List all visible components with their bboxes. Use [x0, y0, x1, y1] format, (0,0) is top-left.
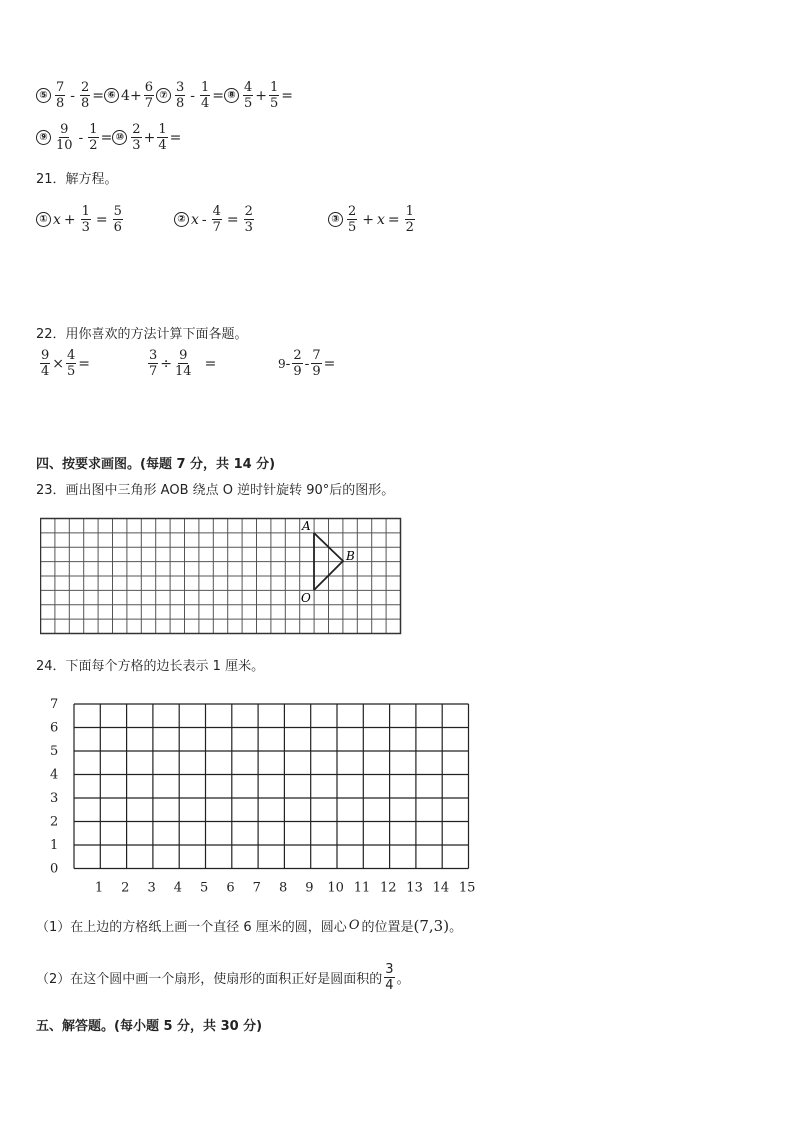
exercise-row-2: ⑨ $\frac{9}{10}$ - $\frac{1}{2}$ = ⑩ $\frac{2}{3}$ + $\frac{1}{4}$ =	[36, 122, 181, 153]
fraction: $\frac{1}{4}$	[158, 122, 167, 153]
fraction: $\frac{3}{4}$	[385, 962, 394, 993]
exercise-number: ⑤	[36, 88, 51, 103]
fraction: $\frac{6}{7}$	[144, 80, 153, 111]
y-tick-label: 3	[50, 791, 59, 806]
x-tick-label: 6	[226, 880, 235, 896]
y-tick-label: 7	[50, 697, 59, 712]
y-tick-label: 0	[50, 861, 59, 877]
x-tick-label: 9	[305, 880, 314, 896]
fraction: $\frac{9}{10}$	[56, 122, 73, 153]
fraction: $\frac{2}{8}$	[81, 80, 90, 111]
x-tick-label: 8	[278, 880, 288, 896]
fraction: $\frac{7}{8}$	[56, 80, 65, 111]
fraction: $\frac{2}{5}$	[348, 204, 357, 235]
x-tick-label: 7	[252, 880, 261, 896]
y-tick-label: 1	[50, 838, 59, 853]
question-24-part-1: （1）在上边的方格纸上画一个直径 6 厘米的圆，圆心 O 的位置是 (7,3) 。	[36, 916, 463, 935]
fraction: $\frac{9}{4}$	[41, 348, 50, 379]
exercise-number: ⑩	[112, 130, 127, 145]
section-4-title: 四、按要求画图。(每题 7 分，共 14 分)	[36, 457, 276, 472]
fraction: $\frac{3}{8}$	[175, 80, 185, 111]
fraction: $\frac{1}{2}$	[89, 122, 98, 153]
point-b-label: B	[346, 549, 355, 563]
equation-3: ③ $\frac{2}{5}$ + x = $\frac{1}{2}$	[328, 204, 417, 235]
equation-1: ① x + $\frac{1}{3}$ = $\frac{5}{6}$	[36, 204, 125, 235]
x-tick-label: 1	[94, 880, 104, 896]
x-tick-label: 15	[458, 880, 476, 896]
fraction: $\frac{3}{7}$	[149, 348, 158, 379]
rotation-grid[interactable]	[40, 516, 402, 636]
exercise-number: ⑧	[224, 88, 239, 103]
fraction: $\frac{5}{6}$	[113, 204, 122, 235]
y-tick-label: 5	[50, 744, 59, 759]
question-22-title: 22．用你喜欢的方法计算下面各题。	[36, 327, 248, 342]
x-tick-label: 3	[147, 880, 156, 896]
exercise-row-1: ⑤ $\frac{7}{8}$ - $\frac{2}{8}$ = ⑥ 4 + $\frac{6}{7}$ ⑦ $\frac{3}{8}$ - $\frac{1}{4}$ = ⑧ $\frac{4}{5}$ + $\frac{1}{5}$ =	[36, 80, 293, 111]
fraction: $\frac{2}{3}$	[244, 204, 253, 235]
y-tick-label: 2	[50, 814, 59, 830]
point-o-label: O	[301, 591, 311, 605]
x-tick-label: 5	[200, 880, 209, 896]
section-5-title: 五、解答题。(每小题 5 分，共 30 分)	[36, 1019, 263, 1034]
fraction: $\frac{4}{5}$	[244, 80, 253, 111]
exercise-number: ⑨	[36, 130, 51, 145]
fraction: $\frac{1}{3}$	[81, 204, 90, 235]
question-21-title: 21．解方程。	[36, 172, 118, 187]
fraction: $\frac{9}{14}$	[175, 348, 192, 379]
equation-2: ② x - $\frac{4}{7}$ = $\frac{2}{3}$	[174, 204, 256, 235]
fraction: $\frac{2}{3}$	[132, 122, 141, 153]
exercise-number: ⑥	[104, 88, 119, 103]
fraction: $\frac{7}{9}$	[312, 348, 321, 379]
calc-1: $\frac{9}{4}$ × $\frac{4}{5}$ =	[41, 348, 91, 379]
y-tick-label: 4	[50, 767, 59, 783]
fraction: $\frac{1}{2}$	[405, 204, 414, 235]
x-tick-label: 2	[121, 880, 130, 896]
exercise-number: ⑦	[156, 88, 171, 103]
fraction: $\frac{2}{9}$	[293, 348, 302, 379]
coordinate-grid[interactable]	[40, 688, 490, 898]
x-tick-label: 14	[432, 880, 450, 896]
x-tick-label: 4	[173, 880, 183, 896]
x-tick-label: 13	[406, 880, 423, 896]
fraction: $\frac{4}{7}$	[212, 204, 221, 235]
question-24-part-2: （2）在这个圆中画一个扇形，使扇形的面积正好是圆面积的 $\frac{3}{4}$ 。	[36, 962, 410, 993]
x-tick-label: 10	[327, 880, 344, 896]
x-tick-label: 11	[353, 880, 371, 896]
y-tick-label: 6	[50, 720, 59, 736]
fraction: $\frac{4}{5}$	[67, 348, 76, 379]
question-24-title: 24．下面每个方格的边长表示 1 厘米。	[36, 659, 265, 674]
calc-2: $\frac{3}{7}$ ÷ $\frac{9}{14}$ =	[149, 348, 217, 379]
question-23-title: 23．画出图中三角形 AOB 绕点 O 逆时针旋转 90°后的图形。	[36, 483, 395, 498]
point-a-label: A	[302, 519, 311, 533]
x-tick-label: 12	[380, 880, 397, 896]
fraction: $\frac{1}{4}$	[200, 80, 210, 111]
fraction: $\frac{1}{5}$	[270, 80, 279, 111]
calc-3: 9 - $\frac{2}{9}$ - $\frac{7}{9}$ =	[278, 348, 336, 379]
